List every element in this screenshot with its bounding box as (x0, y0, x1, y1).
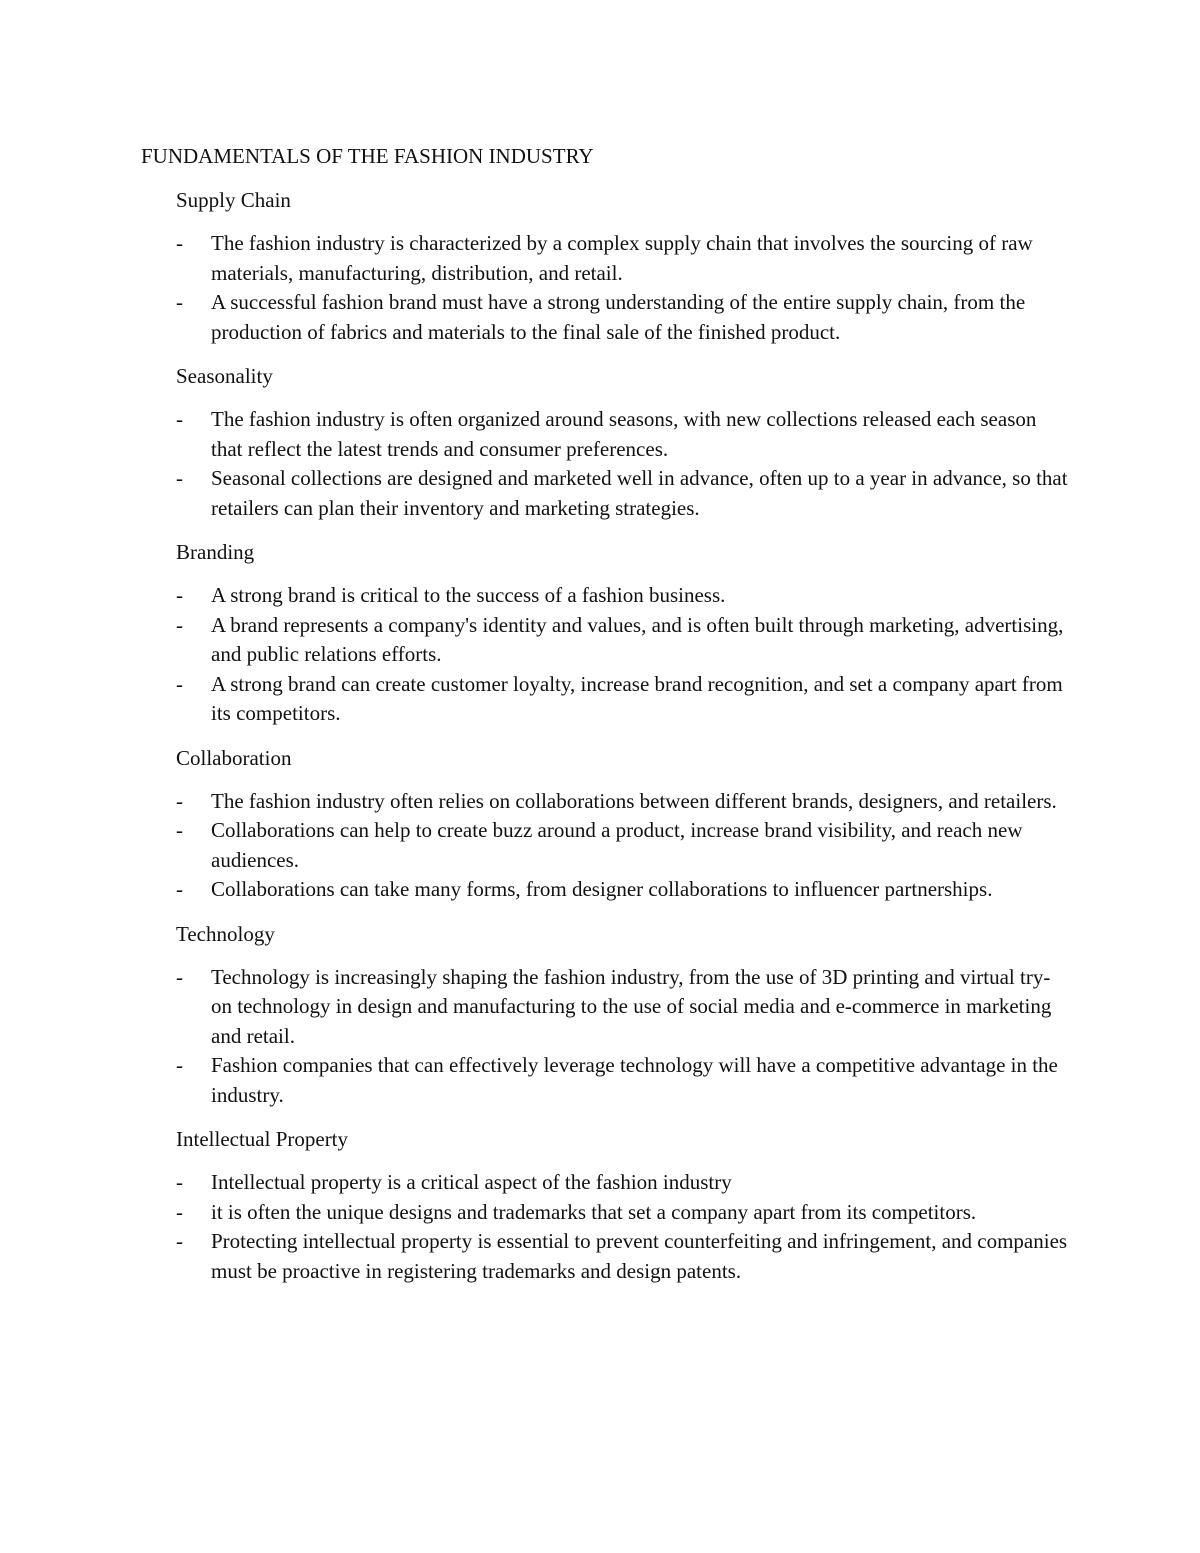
bullet-dash: - (176, 1053, 183, 1077)
bullet-list (176, 229, 1071, 347)
bullet-dash: - (176, 877, 183, 901)
bullet-text: it is often the unique designs and trademarks that set a company apart from its competitors. (211, 1199, 977, 1224)
section-heading: Seasonality (176, 364, 273, 388)
bullet-dash: - (176, 407, 183, 431)
bullet-text: A successful fashion brand must have a strong understanding of the entire supply chain, from the production of fabrics and materials to the final sale of the finished product. (211, 290, 1026, 344)
list-item (176, 581, 1071, 611)
list-item (176, 464, 1071, 523)
list-item (176, 1168, 1071, 1198)
bullet-text: The fashion industry is often organized around seasons, with new collections released each season that reflect the latest trends and consumer preferences. (211, 407, 1037, 461)
bullet-dash: - (176, 1170, 183, 1194)
bullet-dash: - (176, 671, 183, 696)
bullet-dash: - (176, 231, 183, 255)
section-technology (141, 919, 1071, 1111)
list-item (176, 229, 1071, 288)
bullet-list (176, 581, 1071, 729)
bullet-text: Collaborations can help to create buzz around a product, increase brand visibility, and reach new audiences. (211, 818, 1023, 872)
list-item (176, 611, 1071, 670)
sections-container (141, 185, 1071, 1286)
list-item (176, 288, 1071, 347)
section-supply-chain (141, 185, 1071, 347)
bullet-text: Fashion companies that can effectively leverage technology will have a competitive advantage in the industry. (211, 1053, 1058, 1107)
list-item (176, 875, 1071, 905)
list-item (176, 670, 1071, 729)
document-title: FUNDAMENTALS OF THE FASHION INDUSTRY (141, 144, 594, 168)
list-item (176, 963, 1071, 1052)
list-item (176, 405, 1071, 464)
list-item (176, 787, 1071, 817)
bullet-text: Intellectual property is a critical aspect of the fashion industry (211, 1170, 732, 1194)
section-branding (141, 537, 1071, 729)
bullet-dash: - (176, 818, 183, 842)
bullet-text: The fashion industry is characterized by a complex supply chain that involves the sourcing of raw materials, manufacturing, distribution, and retail. (211, 231, 1033, 285)
section-heading: Intellectual Property (176, 1127, 349, 1151)
bullet-text: A brand represents a company's identity and values, and is often built through marketing, advertising, and public relations efforts. (211, 612, 1064, 666)
bullet-list (176, 1168, 1071, 1286)
bullet-dash: - (176, 612, 183, 637)
section-collaboration (141, 743, 1071, 905)
list-item (176, 1198, 1071, 1228)
bullet-dash: - (176, 583, 183, 607)
document-body (141, 141, 1071, 1300)
bullet-text: Collaborations can take many forms, from designer collaborations to influencer partnerships. (211, 877, 993, 901)
list-item (176, 816, 1071, 875)
section-heading: Collaboration (176, 745, 292, 770)
section-intellectual-property (141, 1124, 1071, 1286)
list-item (176, 1051, 1071, 1110)
bullet-text: Protecting intellectual property is essential to prevent counterfeiting and infringement, and companies must be proactive in registering trademarks and design patents. (211, 1229, 1068, 1283)
bullet-list (176, 787, 1071, 905)
bullet-list (176, 405, 1071, 523)
bullet-dash: - (176, 964, 183, 989)
bullet-text: A strong brand can create customer loyalty, increase brand recognition, and set a company apart from its competitors. (211, 671, 1063, 725)
bullet-text: Technology is increasingly shaping the fashion industry, from the use of 3D printing and virtual try-on technology in design and manufacturing to the use of social media and e-commerce in marketing and retail. (211, 964, 1052, 1048)
section-heading: Supply Chain (176, 188, 291, 212)
bullet-dash: - (176, 1229, 183, 1253)
section-heading: Technology (176, 921, 275, 946)
bullet-text: A strong brand is critical to the success of a fashion business. (211, 583, 726, 607)
bullet-list (176, 963, 1071, 1111)
bullet-dash: - (176, 788, 183, 813)
bullet-text: Seasonal collections are designed and marketed well in advance, often up to a year in advance, so that retailers can plan their inventory and marketing strategies. (211, 466, 1068, 520)
list-item (176, 1227, 1071, 1286)
bullet-dash: - (176, 1199, 183, 1224)
bullet-dash: - (176, 290, 183, 314)
bullet-dash: - (176, 466, 183, 490)
bullet-text: The fashion industry often relies on collaborations between different brands, designers, and retailers. (211, 788, 1057, 813)
section-heading: Branding (176, 540, 255, 564)
section-seasonality (141, 361, 1071, 523)
